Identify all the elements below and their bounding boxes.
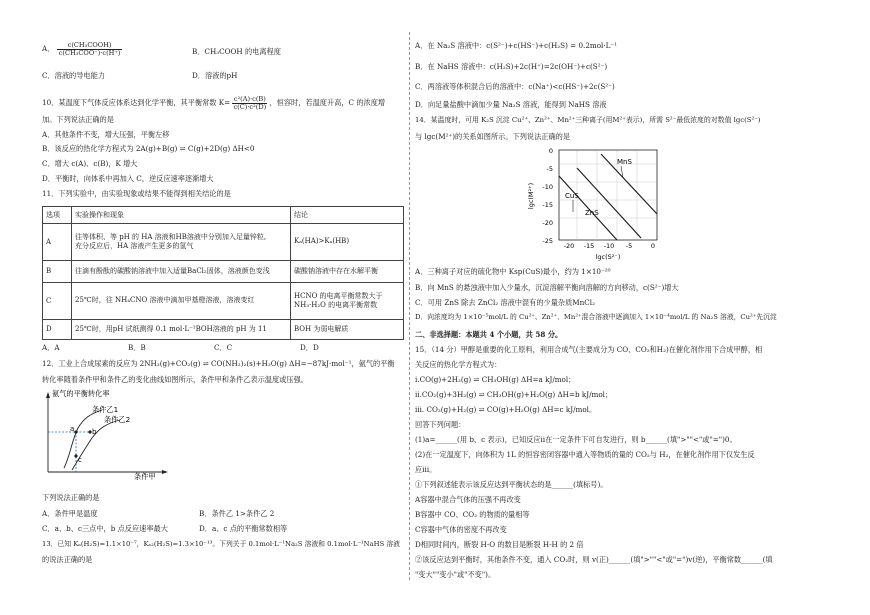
q14-option-b: B．向 MnS 的悬浊液中加入少量水，沉淀溶解平衡向溶解的方向移动，c(S²⁻)增大 bbox=[415, 283, 679, 292]
table-row bbox=[43, 224, 404, 261]
q15-option-b: B容器中 CO、CO₂ 的物质的量相等 bbox=[415, 510, 530, 519]
q13-option-b: B．在 NaHS 溶液中：c(H₂S)+2c(H⁺)=2c(OH⁻)+c(S²⁻) bbox=[415, 62, 608, 71]
q11-table bbox=[42, 206, 404, 340]
q15-option-a: A容器中混合气体的压强不再改变 bbox=[415, 495, 521, 504]
q15-part-2: (2)在一定温度下，向体积为 1L 的恒容密闭容器中通入等物质的量的 CO₂与 H₂，在催化剂作用下仅发生反 bbox=[415, 450, 755, 459]
point-c-label: c bbox=[78, 456, 82, 464]
q12-stem-line2: 转化率随着条件甲和条件乙的变化曲线如图所示，条件甲和条件乙表示温度或压强。 bbox=[42, 375, 308, 384]
table-cell-option: C bbox=[43, 283, 72, 320]
y-axis-label: lgc(M²⁺) bbox=[527, 182, 535, 210]
cell-text: NH₃·H₂O 的电离平衡常数 bbox=[294, 301, 378, 309]
q10-stem-tail: ，恒容时，若温度升高，C 的浓度增 bbox=[269, 98, 386, 108]
q10-option-b: B．该反应的热化学方程式为 2A(g)+B(g) ⇌ C(g)+2D(g) ΔH<0 bbox=[42, 144, 255, 153]
q11-stem: 11．下列实验中，由实验现象或结果不能得到相关结论的是 bbox=[42, 189, 231, 198]
q15-part-2-2-line2: "变大""变小"或"不变")。 bbox=[415, 570, 496, 579]
y-tick-label: 0 bbox=[548, 147, 553, 155]
q10-option-d: D．平衡时，向体系中再加入 C，逆反应速率逐渐增大 bbox=[42, 174, 214, 183]
zns-label: ZnS bbox=[585, 209, 599, 217]
x-axis-arrow-icon bbox=[162, 470, 168, 474]
q11-answer-a: A．A bbox=[42, 343, 60, 352]
curve-label-2: 条件乙2 bbox=[104, 415, 131, 424]
table-row bbox=[43, 261, 404, 283]
q11-answer-c: C．C bbox=[214, 343, 233, 352]
table-row bbox=[43, 320, 404, 340]
x-axis-label: 条件甲 bbox=[134, 472, 156, 480]
q15-reaction-2: ⅱ.CO₂(g)+3H₂(g) ⇌ CH₃OH(g)+H₂O(g) ΔH=b kJ/mol； bbox=[415, 390, 613, 399]
table-cell-option: B bbox=[43, 261, 72, 283]
q15-reaction-1: ⅰ.CO(g)+2H₂(g) ⇌ CH₃OH(g) ΔH=a kJ/mol； bbox=[415, 375, 576, 384]
q12-question: 下列说法正确的是 bbox=[42, 493, 100, 502]
q9-option-c: C．溶液的导电能力 bbox=[42, 71, 106, 80]
q12-option-b: B．条件乙 1>条件乙 2 bbox=[199, 509, 275, 518]
cell-text: HCNO 的电离平衡常数大于 bbox=[294, 291, 383, 300]
q12-stem: 12．工业上合成尿素的反应为 2NH₃(g)+CO₂(g) ⇌ CO(NH₂)₂(s)+H₂O(g) ΔH=−87kJ·mol⁻¹，氨气的平衡 bbox=[42, 359, 395, 368]
q10-stem bbox=[42, 96, 385, 110]
y-tick-label: -15 bbox=[542, 201, 553, 209]
mns-label: MnS bbox=[617, 158, 632, 166]
q12-option-d: D．a、c 点的平衡常数相等 bbox=[199, 524, 288, 533]
cell-text: 往等体积、等 pH 的 HA 溶液和HB溶液中分别加入足量锌粒, bbox=[75, 232, 267, 241]
cell-text: 25℃时，往 NH₄CNO 溶液中滴加甲基橙溶液，溶液变红 bbox=[75, 296, 255, 305]
q14-stem-line2: 与 lgc(M²⁺)的关系如图所示。下列说法正确的是 bbox=[415, 132, 571, 141]
cell-text: BOH 为弱电解质 bbox=[294, 324, 349, 333]
table-cell-conclusion bbox=[291, 261, 404, 283]
y-axis-arrow-icon bbox=[46, 392, 50, 398]
cell-text: 往滴有酚酞的碳酸钠溶液中加入适量BaCl₂固体，溶液颜色变浅 bbox=[75, 266, 270, 275]
point-a bbox=[74, 430, 77, 433]
q13-option-d: D．向足量盐酸中滴加少量 Na₂S 溶液，能得到 NaHS 溶液 bbox=[415, 100, 607, 109]
x-tick-label: -15 bbox=[583, 242, 595, 250]
table-cell-operation bbox=[72, 283, 291, 320]
table-cell-conclusion bbox=[291, 224, 404, 261]
curve-label-1: 条件乙1 bbox=[92, 405, 119, 414]
line-cus bbox=[559, 176, 617, 240]
table-cell-conclusion bbox=[291, 320, 404, 340]
q9-option-b: B．CH₃COOH 的电离程度 bbox=[192, 47, 281, 56]
q9-a-prefix: A． bbox=[42, 44, 55, 54]
column-divider bbox=[409, 32, 410, 580]
q13-stem-line2: 的说法正确的是 bbox=[42, 555, 93, 564]
q15-part-2-2: ②该反应达到平衡时，其他条件不变，通入 CO₂时，则 v(正)______(填">""<"或"=")v(逆)，平衡常数______(填 bbox=[415, 555, 773, 564]
q12-option-c: C．a、b、c三点中，b 点反应速率最大 bbox=[42, 524, 168, 533]
q13-option-c: C．两溶液等体积混合后的溶液中：c(Na⁺)<c(HS⁻)+2c(S²⁻) bbox=[415, 82, 615, 91]
q14-figure bbox=[525, 142, 685, 264]
q15-stem: 15．（14 分）甲醇是重要的化工原料，利用合成气(主要成分为 CO、CO₂和H₂)在催化剂作用下合成甲醇，相 bbox=[415, 345, 763, 354]
table-header-option: 选项 bbox=[43, 207, 72, 224]
q9-a-denominator: c(CH₃COO⁻)·c(H⁺) bbox=[58, 48, 121, 57]
table-header-operation: 实验操作和现象 bbox=[72, 207, 291, 224]
x-axis-label: lgc(S²⁻) bbox=[595, 253, 621, 261]
q15-option-d: D相同时间内，断裂 H-O 的数目是断裂 H-H 的 2 倍 bbox=[415, 540, 584, 549]
q9-option-d: D．溶液的pH bbox=[192, 71, 238, 80]
section-heading: 二、非选择题：本题共 4 个小题，共 58 分。 bbox=[415, 330, 563, 339]
q12-option-a: A．条件甲是温度 bbox=[42, 509, 98, 518]
q10-option-c: C．增大 c(A)、c(B)，K 增大 bbox=[42, 159, 138, 168]
q9-option-a bbox=[42, 42, 122, 56]
cell-text: 25℃时，用pH 试纸测得 0.1 mol·L⁻¹BOH溶液的 pH 为 11 bbox=[75, 324, 267, 333]
table-cell-operation bbox=[72, 261, 291, 283]
q14-option-a: A．三种离子对应的硫化物中 Ksp(CuS)最小，约为 1×10⁻²⁰ bbox=[415, 267, 611, 276]
y-tick-label: -5 bbox=[546, 165, 553, 173]
curve-condition-b1 bbox=[64, 410, 102, 468]
point-a-label: a bbox=[70, 425, 75, 433]
q15-stem-line2: 关反应的热化学方程式为： bbox=[415, 360, 502, 369]
q12-figure bbox=[42, 388, 172, 480]
q15-option-c: C容器中气体的密度不再改变 bbox=[415, 525, 507, 534]
table-cell-operation bbox=[72, 224, 291, 261]
table-cell-operation bbox=[72, 320, 291, 340]
cell-text: Kₐ(HA)>Kₐ(HB) bbox=[294, 237, 350, 246]
line-zns bbox=[577, 168, 641, 238]
q15-part-2-line2: 应ⅲ。 bbox=[415, 465, 437, 474]
q14-option-d: D．向浓度均为 1×10⁻⁵mol/L 的 Cu²⁺、Zn²⁺、Mn²⁺混合溶液中逐滴加入 1×10⁻⁴mol/L 的 Na₂S 溶液，Cu²⁺先沉淀 bbox=[415, 313, 777, 321]
q13-option-a: A．在 Na₂S 溶液中：c(S²⁻)+c(HS⁻)+c(H₂S) = 0.2mol·L⁻¹ bbox=[415, 41, 618, 50]
y-axis-label: 氨气的平衡转化率 bbox=[52, 389, 110, 398]
x-tick-label: 0 bbox=[650, 242, 656, 250]
x-tick-label: -5 bbox=[625, 242, 633, 250]
y-tick-label: -25 bbox=[542, 237, 553, 245]
q11-answer-b: B．B bbox=[128, 343, 146, 352]
q10-stem-text: 10．某温度下气体反应体系达到化学平衡，其平衡常数 K= bbox=[42, 98, 231, 108]
cell-text: 碳酸钠溶液中存在水解平衡 bbox=[294, 266, 378, 275]
y-tick-label: -20 bbox=[542, 219, 553, 227]
q9-a-numerator: c(CH₃COOH) bbox=[57, 42, 123, 50]
table-row bbox=[43, 283, 404, 320]
q15-part-1: (1)a=______(用 b、c 表示)，已知反应ⅱ在一定条件下可自发进行，则 b______(填">""<"或"=")0。 bbox=[415, 435, 737, 444]
table-header-row bbox=[43, 207, 404, 224]
table-header-conclusion: 结论 bbox=[291, 207, 404, 224]
table-cell-option: D bbox=[43, 320, 72, 340]
q15-part-2-1: ①下列叙述能表示该反应达到平衡状态的是______(填标号)。 bbox=[415, 480, 608, 489]
cell-text: 充分反应后，HA 溶液产生更多的氢气 bbox=[75, 242, 194, 250]
table-cell-conclusion bbox=[291, 283, 404, 320]
q14-option-c: C．可用 ZnS 除去 ZnCl₂ 溶液中混有的少量杂质MnCl₂ bbox=[415, 298, 595, 307]
q14-stem: 14．某温度时，可用 K₂S 沉淀 Cu²⁺、Zn²⁺、Mn²⁺三种离子(用M²⁺表示)，所需 S²⁻最低浓度的对数值 lgc(S²⁻) bbox=[415, 116, 761, 124]
q10-stem-line2: 加。下列说法正确的是 bbox=[42, 115, 114, 124]
table-cell-option: A bbox=[43, 224, 72, 261]
cus-label: CuS bbox=[565, 192, 579, 200]
x-tick-label: -20 bbox=[563, 242, 575, 250]
q10-option-a: A．其他条件不变，增大压强，平衡左移 bbox=[42, 130, 170, 139]
q11-answer-d: D．D bbox=[300, 343, 319, 352]
q10-k-numerator: c²(A)·c(B) bbox=[233, 95, 266, 103]
q10-k-denominator: c(C)·c²(D) bbox=[233, 102, 267, 111]
y-tick-label: -10 bbox=[542, 183, 553, 191]
q15-ask: 回答下列问题： bbox=[415, 420, 466, 429]
x-tick-label: -10 bbox=[603, 242, 615, 250]
point-b-label: b bbox=[92, 428, 97, 436]
q13-stem: 13．已知 Kₐ(H₂S)=1.1×10⁻⁷，Kₐ₂(H₂S)=1.3×10⁻¹³。下列关于 0.1mol·L⁻¹Na₂S 溶液和 0.1mol·L⁻¹NaHS 溶液 bbox=[42, 540, 400, 548]
q15-reaction-3: ⅲ. CO₂(g)+H₂(g) ⇌ CO(g)+H₂O(g) ΔH=c kJ/mol。 bbox=[415, 405, 597, 414]
